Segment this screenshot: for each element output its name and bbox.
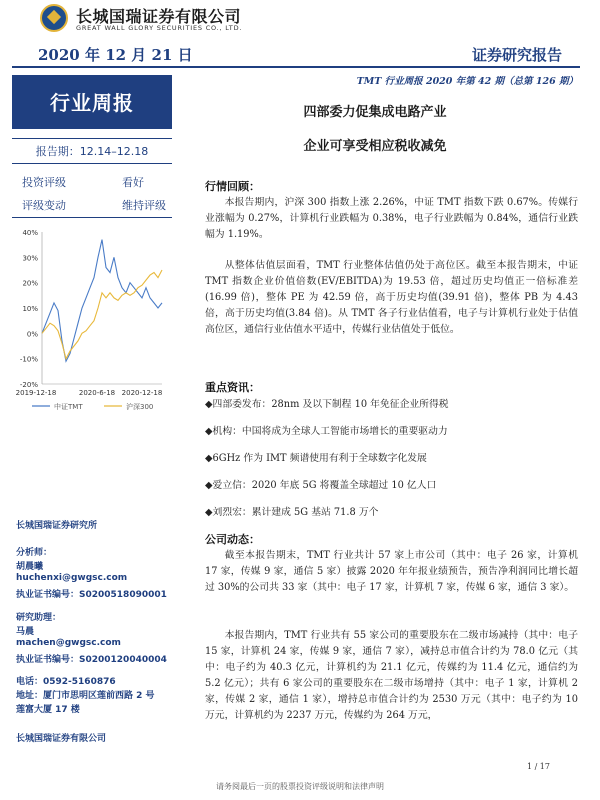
- y-tick-label: 40%: [22, 229, 38, 237]
- key-news-heading: 重点资讯：: [205, 381, 260, 394]
- contact-address: 地址：厦门市思明区莲前西路 2 号: [16, 691, 155, 701]
- research-institute: 长城国瑞证券研究所: [16, 521, 98, 531]
- index-performance-chart: [12, 226, 174, 422]
- report-date: 2020 年 12 月 21 日: [38, 46, 193, 64]
- headline-2: 企业可享受相应税收减免: [303, 139, 447, 154]
- sidebar-divider: [12, 217, 172, 218]
- series-line: [42, 240, 162, 362]
- y-tick-label: 10%: [22, 305, 38, 313]
- y-tick-label: 30%: [22, 254, 38, 263]
- news-item: ◆四部委发布：28nm 及以下制程 10 年免征企业所得税: [205, 399, 449, 410]
- assistant-license: 执业证书编号：S0200120040004: [16, 655, 167, 665]
- news-item: ◆机构：中国将成为全球人工智能市场增长的重要驱动力: [205, 426, 448, 437]
- disclaimer-footer: 请务阅最后一页的股票投资评级说明和法律声明: [216, 782, 384, 791]
- rating-change-row: [22, 197, 172, 213]
- x-tick-label: 2020-12-18: [121, 389, 163, 397]
- report-department: 证券研究报告: [471, 46, 562, 64]
- y-tick-label: 20%: [22, 279, 38, 288]
- company-logo: [40, 4, 68, 32]
- sidebar-divider: [12, 163, 172, 164]
- investment-rating-row: [22, 174, 172, 190]
- rating-change-label: 评级变动: [22, 199, 66, 212]
- investment-rating-value: 看好: [122, 176, 144, 189]
- analyst-license: 执业证书编号：S0200518090001: [16, 590, 167, 600]
- analyst-name: 胡晨曦: [16, 562, 44, 572]
- sidebar-divider: [12, 138, 172, 139]
- issue-number: TMT 行业周报 2020 年第 42 期（总第 126 期）: [356, 76, 578, 87]
- contact-phone: 电话：0592-5160876: [16, 677, 116, 687]
- company-news-paragraph-2: 本报告期内，TMT 行业共有 55 家公司的重要股东在二级市场减持（其中：电子 15 家，计算机 24 家，传媒 9 家，通信 7 家），减持总市值合计约为 78.0 亿元（其中：电子约为 40.3 亿元，计算机约为 21.1 亿元，传媒约为 11.4 亿元，通信约为 5.2 亿元）；共有 6 家公司的重要股东在二级市场增持（其中：电子 1 家，计算机 2 家，传媒 2 家，通信 1 家），增持总市值合计约为 2530 万元（其中：电子约为 10 万元，计算机约为 2237 万元，传媒约为 264 万元，: [205, 630, 578, 721]
- x-tick-label: 2020-6-18: [78, 389, 116, 397]
- y-tick-label: 0%: [26, 330, 38, 339]
- headline-1: 四部委力促集成电路产业: [303, 105, 447, 120]
- header-divider: [12, 66, 580, 68]
- company-news-paragraph-1: 截至本报告期末，TMT 行业共计 57 家上市公司（其中：电子 26 家，计算机 17 家，传媒 9 家，通信 5 家）披露 2020 年年报业绩预告，预告净利润同比增长超过 30%的公司共 33 家（其中：电子 17 家，计算机 7 家，传媒 6 家，通信 3 家）。: [205, 550, 578, 593]
- legend-label: 中证TMT: [54, 403, 83, 411]
- company-name-cn: 长城国瑞证券有限公司: [76, 7, 242, 26]
- company-news-heading: 公司动态：: [205, 533, 260, 546]
- report-type-banner: [12, 75, 172, 129]
- analyst-email[interactable]: huchenxi@gwgsc.com: [16, 573, 128, 583]
- assistant-label: 研究助理：: [16, 613, 62, 623]
- report-type: 行业周报: [50, 91, 134, 115]
- company-footer-name: 长城国瑞证券有限公司: [16, 734, 107, 744]
- investment-rating-label: 投资评级: [22, 176, 66, 189]
- page-number: 1 / 17: [526, 762, 550, 771]
- contact-address-2: 莲富大厦 17 楼: [16, 705, 80, 715]
- report-period: 报告期：12.14–12.18: [35, 145, 149, 158]
- company-name-en: GREAT WALL GLORY SECURITIES CO., LTD.: [76, 24, 243, 32]
- rating-change-value: 维持评级: [122, 199, 166, 212]
- y-tick-label: -20%: [19, 381, 38, 389]
- market-review-paragraph-1: 本报告期内，沪深 300 指数上涨 2.26%，中证 TMT 指数下跌 0.67%。传媒行业涨幅为 0.27%，计算机行业跌幅为 0.38%，电子行业跌幅为 0.84%，通信行业跌幅为 1.19%。: [205, 197, 578, 240]
- x-tick-label: 2019-12-18: [15, 389, 57, 397]
- legend-label: 沪深300: [126, 403, 154, 411]
- series-line: [42, 270, 162, 359]
- news-item: ◆刘烈宏：累计建成 5G 基站 71.8 万个: [205, 507, 379, 518]
- y-tick-label: -10%: [19, 355, 38, 364]
- news-item: ◆爱立信：2020 年底 5G 将覆盖全球超过 10 亿人口: [205, 480, 437, 491]
- market-review-paragraph-2: 从整体估值层面看，TMT 行业整体估值仍处于高位区。截至本报告期末，中证 TMT 指数企业价值倍数(EV/EBITDA)为 19.53 倍，超过历史均值正一倍标准差(16.99 倍)，整体 PE 为 42.59 倍，高于历史均值(39.91 倍)，整体 PB 为 4.43 倍，高于历史均值(3.84 倍)。从 TMT 各子行业估值看，电子与计算机行业处于估值高位区，通信行业估值水平适中，传媒行业估值处于低位。: [205, 260, 578, 335]
- news-item: ◆6GHz 作为 IMT 频谱使用有利于全球数字化发展: [205, 453, 427, 464]
- market-review-heading: 行情回顾：: [205, 180, 260, 193]
- analyst-label: 分析师：: [16, 548, 53, 558]
- assistant-name: 马晨: [16, 627, 35, 637]
- assistant-email[interactable]: machen@gwgsc.com: [16, 638, 121, 648]
